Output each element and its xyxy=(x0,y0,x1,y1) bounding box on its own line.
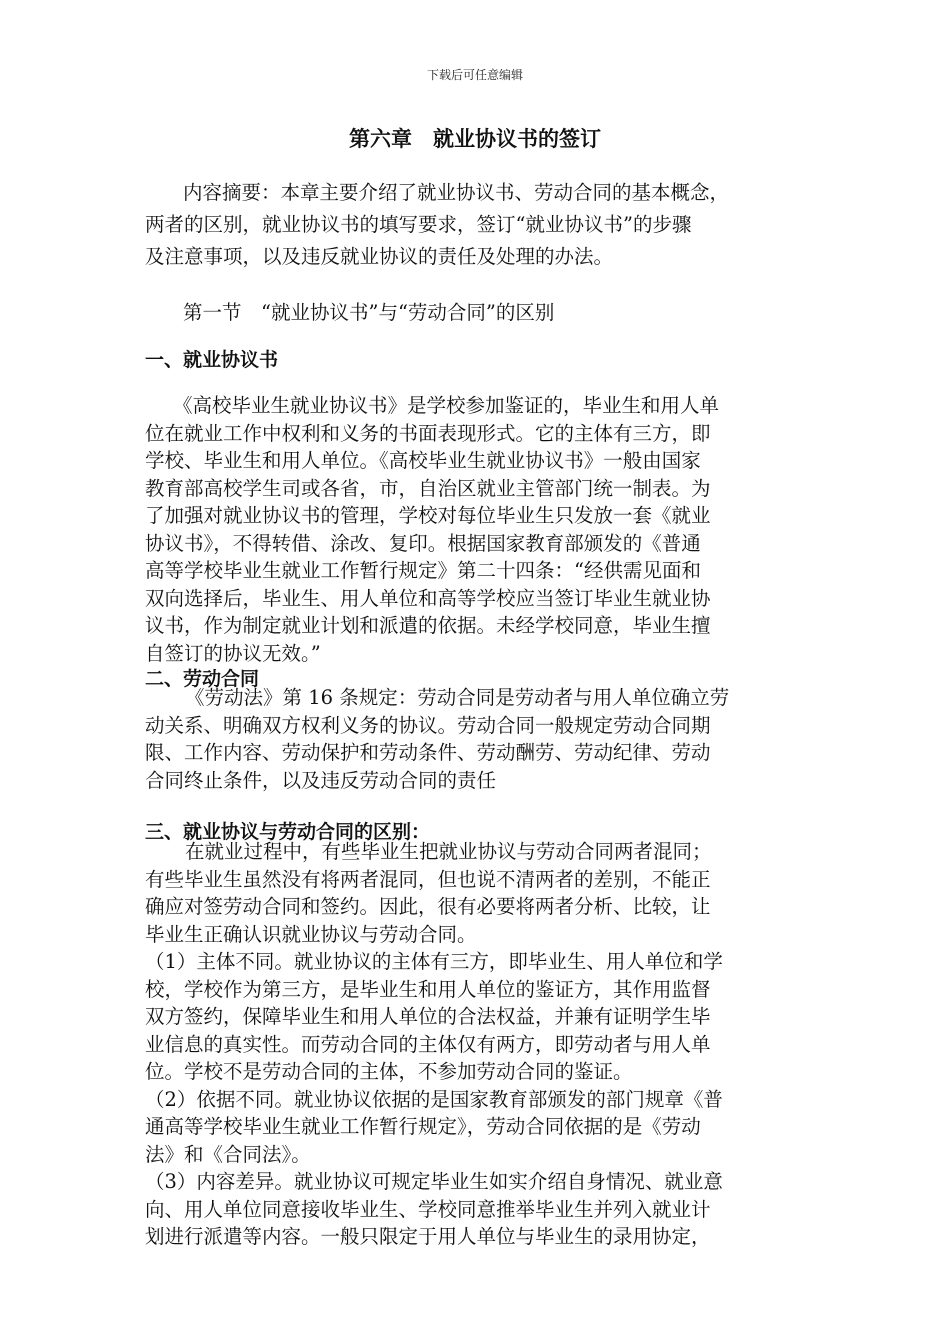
text-line: 自签订的协议无效。” xyxy=(145,641,321,665)
text-line: 《高校毕业生就业协议书》是学校参加鉴证的，毕业生和用人单 xyxy=(173,394,720,417)
text-line: 双方签约，保障毕业生和用人单位的合法权益，并兼有证明学生毕 xyxy=(145,1005,711,1028)
chapter-title: 第六章 就业协议书的签订 xyxy=(349,127,601,151)
heading-part1: 一、就业协议书 xyxy=(145,349,279,371)
text-line: 学校、毕业生和用人单位。《高校毕业生就业协议书》一般由国家 xyxy=(145,449,701,472)
text-line: 业信息的真实性。而劳动合同的主体仅有两方，即劳动者与用人单 xyxy=(145,1032,711,1056)
text-line: 划进行派遣等内容。一般只限定于用人单位与毕业生的录用协定， xyxy=(145,1225,711,1248)
text-line: 协议书》，不得转借、涂改、复印。根据国家教育部颁发的《普通 xyxy=(145,531,701,555)
text-line: 确应对签劳动合同和签约。因此，很有必要将两者分析、比较，让 xyxy=(145,895,711,918)
text-line: 了加强对就业协议书的管理，学校对每位毕业生只发放一套《就业 xyxy=(145,504,711,527)
abstract-line: 内容摘要：本章主要介绍了就业协议书、劳动合同的基本概念， xyxy=(183,181,730,204)
text-line: 向、用人单位同意接收毕业生、学校同意推举毕业生并列入就业计 xyxy=(145,1197,711,1221)
abstract-line: 两者的区别，就业协议书的填写要求，签订“就业协议书”的步骤 xyxy=(145,213,692,236)
text-line: 《劳动法》第 16 条规定：劳动合同是劳动者与用人单位确立劳 xyxy=(185,686,730,709)
text-line: 双向选择后，毕业生、用人单位和高等学校应当签订毕业生就业协 xyxy=(145,586,711,610)
section-title: 第一节 “就业协议书”与“劳动合同”的区别 xyxy=(183,301,555,324)
text-line: 位。学校不是劳动合同的主体，不参加劳动合同的鉴证。 xyxy=(145,1060,633,1083)
heading-part2: 二、劳动合同 xyxy=(145,668,260,690)
text-line: 毕业生正确认识就业协议与劳动合同。 xyxy=(145,922,477,946)
text-line: 动关系、明确双方权利义务的协议。劳动合同一般规定劳动合同期 xyxy=(145,713,711,737)
text-line: 合同终止条件，以及违反劳动合同的责任 xyxy=(145,768,497,792)
text-line: 位在就业工作中权利和义务的书面表现形式。它的主体有三方，即 xyxy=(145,421,711,445)
text-line: （2）依据不同。就业协议依据的是国家教育部颁发的部门规章《普 xyxy=(145,1087,723,1111)
text-line: 议书，作为制定就业计划和派遣的依据。未经学校同意，毕业生擅 xyxy=(145,614,711,637)
abstract-line: 及注意事项，以及违反就业协议的责任及处理的办法。 xyxy=(145,245,614,268)
text-line: 校，学校作为第三方，是毕业生和用人单位的鉴证方，其作用监督 xyxy=(145,977,711,1001)
part2-paragraph xyxy=(145,684,810,794)
text-line: 高等学校毕业生就业工作暂行规定》第二十四条：“经供需见面和 xyxy=(145,559,701,582)
text-line: 有些毕业生虽然没有将两者混同，但也说不清两者的差别，不能正 xyxy=(145,867,711,891)
text-line: （1）主体不同。就业协议的主体有三方，即毕业生、用人单位和学 xyxy=(145,950,723,973)
text-line: 在就业过程中，有些毕业生把就业协议与劳动合同两者混同； xyxy=(185,840,712,863)
heading-part3: 三、就业协议与劳动合同的区别： xyxy=(145,821,431,843)
text-line: 限、工作内容、劳动保护和劳动条件、劳动酬劳、劳动纪律、劳动 xyxy=(145,741,711,764)
abstract-paragraph xyxy=(145,174,810,276)
part3-paragraph xyxy=(145,838,810,1251)
text-line: （3）内容差异。就业协议可规定毕业生如实介绍自身情况、就业意 xyxy=(145,1170,723,1193)
text-line: 教育部高校学生司或各省，市，自治区就业主管部门统一制表。为 xyxy=(145,476,711,500)
page-header-note: 下载后可任意编辑 xyxy=(426,68,523,82)
part1-paragraph xyxy=(145,392,810,667)
text-line: 法》和《合同法》。 xyxy=(145,1142,311,1166)
text-line: 通高等学校毕业生就业工作暂行规定》，劳动合同依据的是《劳动 xyxy=(145,1115,701,1138)
